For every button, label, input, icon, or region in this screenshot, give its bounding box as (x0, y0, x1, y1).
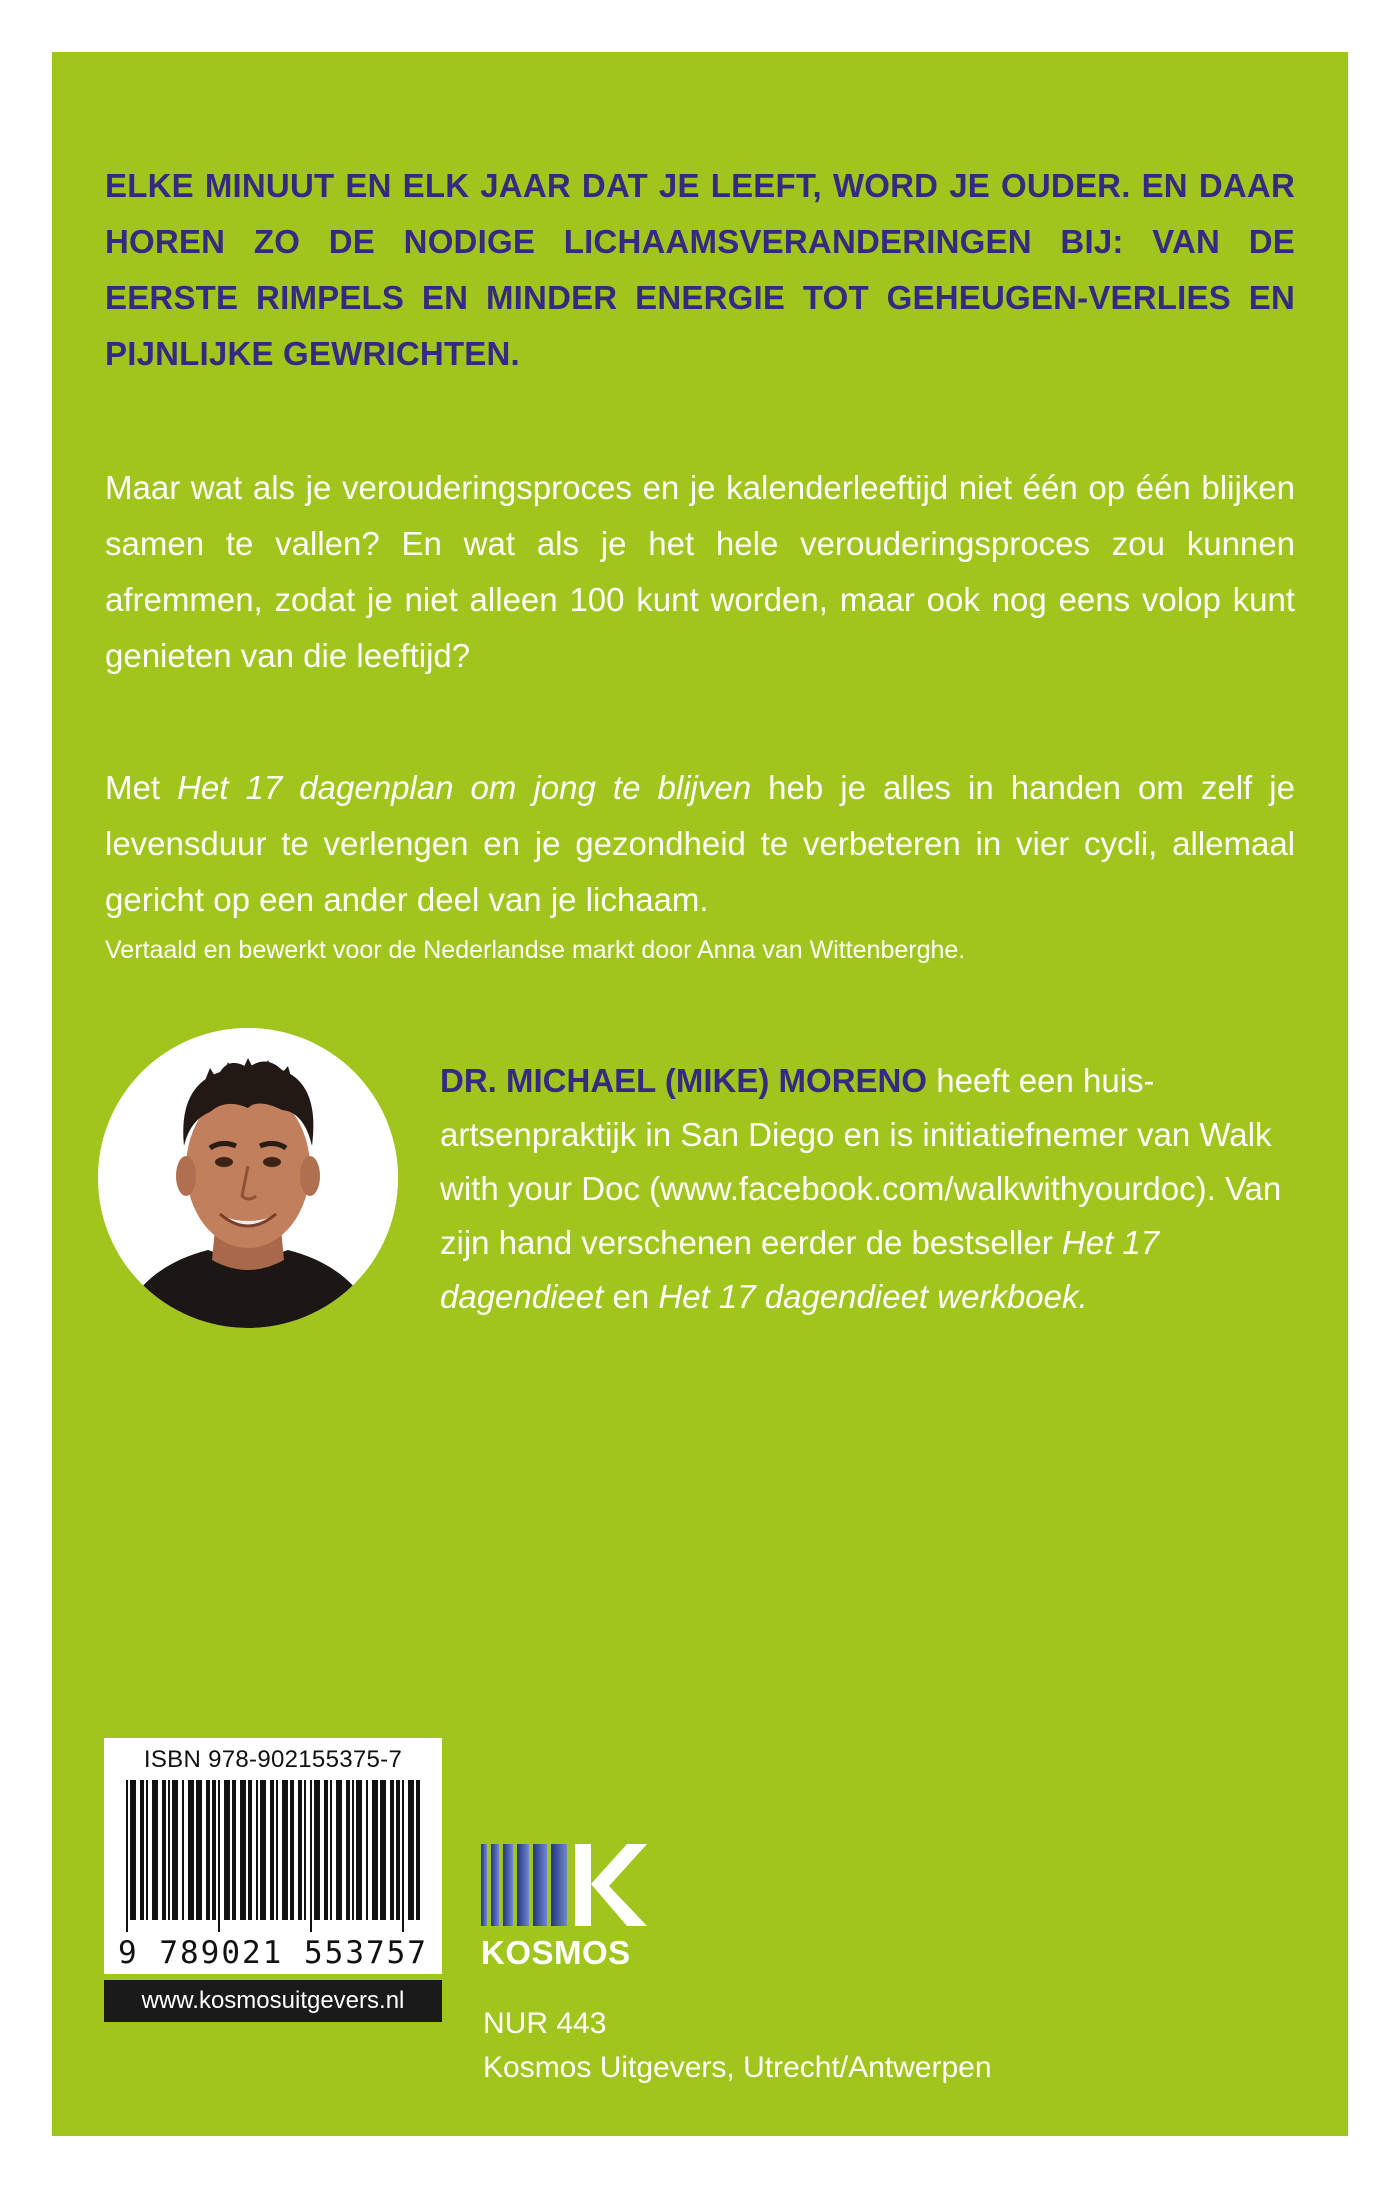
author-name: DR. MICHAEL (MIKE) MORENO (440, 1062, 928, 1099)
plan-text-before: Met (105, 769, 178, 806)
author-bio-conj: en (603, 1278, 659, 1315)
publisher-line: Kosmos Uitgevers, Utrecht/Antwerpen (483, 2051, 992, 2084)
translator-note: Vertaald en bewerkt voor de Nederlandse markt door Anna van Wittenberghe. (105, 936, 966, 964)
nur-code: NUR 443 (483, 2007, 607, 2040)
intro-heading: ELKE MINUUT EN ELK JAAR DAT JE LEEFT, WORD JE OUDER. EN DAAR HOREN ZO DE NODIGE LICHAAMSVERANDERINGEN BIJ: VAN DE EERSTE RIMPELS EN MINDER ENERGIE TOT GEHEUGEN-VERLIES EN PIJNLIJKE GEWRICHTEN. (105, 167, 1295, 372)
publisher-logo (481, 1840, 651, 1972)
author-bio-text: heeft een huis-artsenpraktijk in San Diego en is initiatiefnemer van Walk with your Doc (www.facebook.com/walkwithyourdoc). Van zijn hand verschenen eerder de bestseller (440, 1062, 1282, 1261)
barcode-icon (120, 1780, 426, 1932)
previous-book-1: Het 17 dagendieet (440, 1224, 1160, 1315)
author-photo (98, 1028, 398, 1328)
author-bio (440, 1054, 1300, 1324)
ean-digits: 9 789021 553757 (118, 1935, 428, 1971)
book-title: Het 17 dagenplan om jong te blijven (177, 769, 752, 806)
previous-book-2: Het 17 dagendieet werkboek. (658, 1278, 1088, 1315)
logo-text: KOSMOS (481, 1934, 631, 1971)
paragraph-aging: Maar wat als je verouderingsproces en je kalenderleeftijd niet één op één blijken samen te vallen? En wat als je het hele verouderingsproces zou kunnen afremmen, zodat je niet alleen 100 kunt worden, maar ook nog eens volop kunt genieten van die leeftijd? (105, 469, 1295, 674)
author-portrait-icon (98, 1028, 398, 1328)
plan-text-after: heb je alles in handen om zelf je levensduur te verlengen en je gezondheid te verbeteren in vier cycli, allemaal gericht op een ander deel van je lichaam. (105, 769, 1295, 918)
back-cover (52, 52, 1348, 2136)
isbn-label: ISBN 978-902155375-7 (143, 1746, 403, 1773)
publisher-website: www.kosmosuitgevers.nl (104, 1980, 442, 2022)
isbn-barcode (104, 1738, 442, 1974)
kosmos-k-icon (481, 1840, 647, 1930)
paragraph-plan (105, 760, 1295, 928)
